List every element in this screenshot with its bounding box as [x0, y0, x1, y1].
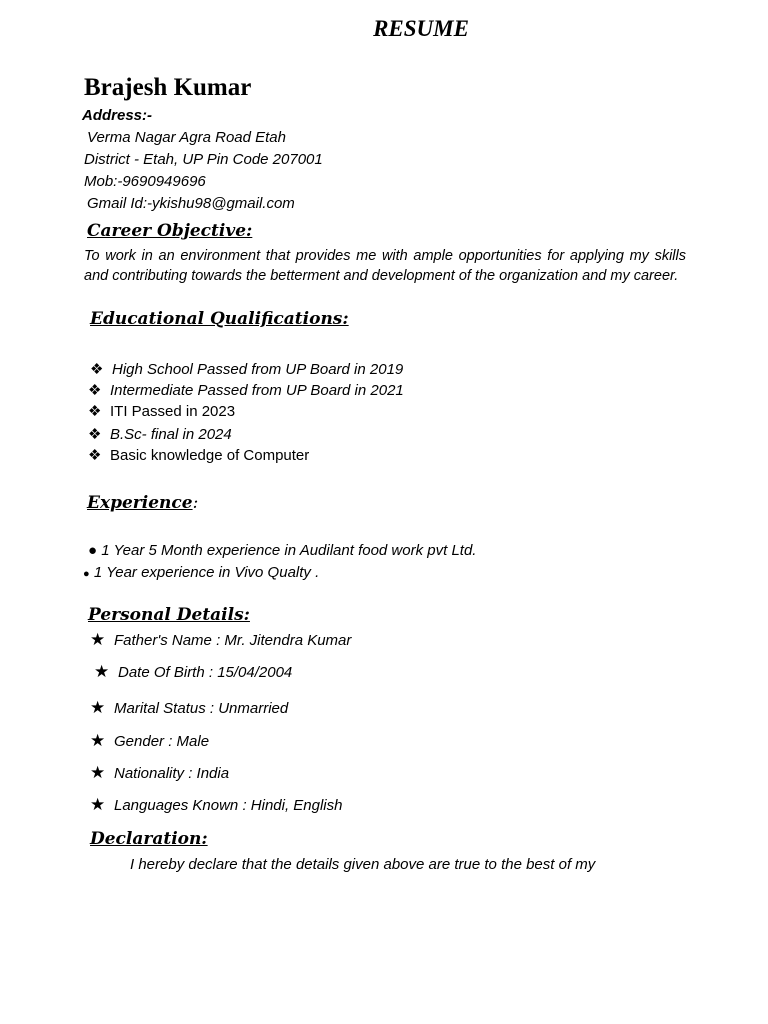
- education-item: [88, 402, 235, 420]
- star-bullet-icon: ★: [90, 630, 106, 649]
- career-objective-text: To work in an environment that provides me with ample opportunities for applying my skills and contributing towards the betterment and development of the organization and my career.: [84, 248, 686, 284]
- education-item: [90, 360, 403, 378]
- experience-item-text: 1 Year experience in Vivo Qualty .: [93, 564, 320, 581]
- star-bullet-icon: ★: [90, 795, 106, 814]
- candidate-name: Brajesh Kumar: [84, 74, 252, 101]
- address-line-1: Verma Nagar Agra Road Etah: [87, 129, 286, 146]
- personal-detail-item: [90, 698, 288, 718]
- personal-details-heading: Personal Details:: [88, 605, 250, 625]
- education-item: [88, 446, 309, 464]
- education-item-text: ITI Passed in 2023: [110, 403, 236, 420]
- education-item-text: High School Passed from UP Board in 2019: [112, 361, 404, 378]
- education-heading: Educational Qualifications:: [90, 309, 349, 329]
- star-bullet-icon: ★: [90, 698, 106, 717]
- diamond-bullet-icon: ❖: [88, 382, 102, 399]
- experience-item: [88, 542, 476, 559]
- personal-detail-item: [90, 763, 229, 783]
- education-item-text: Intermediate Passed from UP Board in 2021: [110, 382, 404, 399]
- personal-detail-item: [90, 630, 351, 650]
- mobile-number: Mob:-9690949696: [84, 173, 206, 190]
- diamond-bullet-icon: ❖: [88, 426, 102, 443]
- personal-detail-text: Father's Name : Mr. Jitendra Kumar: [114, 632, 352, 649]
- email-address: Gmail Id:-ykishu98@gmail.com: [87, 195, 295, 212]
- personal-detail-text: Nationality : India: [114, 765, 230, 782]
- declaration-heading: Declaration:: [90, 829, 208, 849]
- experience-heading-text: Experience: [87, 493, 193, 513]
- education-item: [88, 381, 404, 399]
- diamond-bullet-icon: ❖: [90, 361, 104, 378]
- experience-heading-colon: :: [192, 493, 199, 513]
- diamond-bullet-icon: ❖: [88, 403, 102, 420]
- star-bullet-icon: ★: [94, 662, 110, 681]
- personal-detail-text: Gender : Male: [114, 733, 210, 750]
- experience-heading: [87, 493, 198, 513]
- personal-detail-text: Date Of Birth : 15/04/2004: [118, 664, 293, 681]
- resume-title: RESUME: [373, 16, 469, 41]
- personal-detail-item: [90, 731, 209, 751]
- personal-detail-item: [94, 662, 292, 682]
- diamond-bullet-icon: ❖: [88, 447, 102, 464]
- round-bullet-icon: ●: [88, 542, 98, 559]
- education-item-text: Basic knowledge of Computer: [110, 447, 310, 464]
- star-bullet-icon: ★: [90, 731, 106, 750]
- address-line-2: District - Etah, UP Pin Code 207001: [84, 151, 323, 168]
- experience-item-text: 1 Year 5 Month experience in Audilant food work pvt Ltd.: [101, 542, 477, 559]
- round-bullet-icon: ●: [83, 568, 90, 580]
- personal-detail-text: Languages Known : Hindi, English: [114, 797, 343, 814]
- education-item: [88, 425, 232, 443]
- star-bullet-icon: ★: [90, 763, 106, 782]
- experience-item: [83, 564, 319, 581]
- personal-detail-text: Marital Status : Unmarried: [114, 700, 289, 717]
- personal-detail-item: [90, 795, 343, 815]
- education-item-text: B.Sc- final in 2024: [110, 426, 232, 443]
- address-label: Address:-: [82, 107, 153, 124]
- career-objective-heading: Career Objective:: [87, 221, 253, 241]
- declaration-text: I hereby declare that the details given above are true to the best of my: [130, 856, 596, 873]
